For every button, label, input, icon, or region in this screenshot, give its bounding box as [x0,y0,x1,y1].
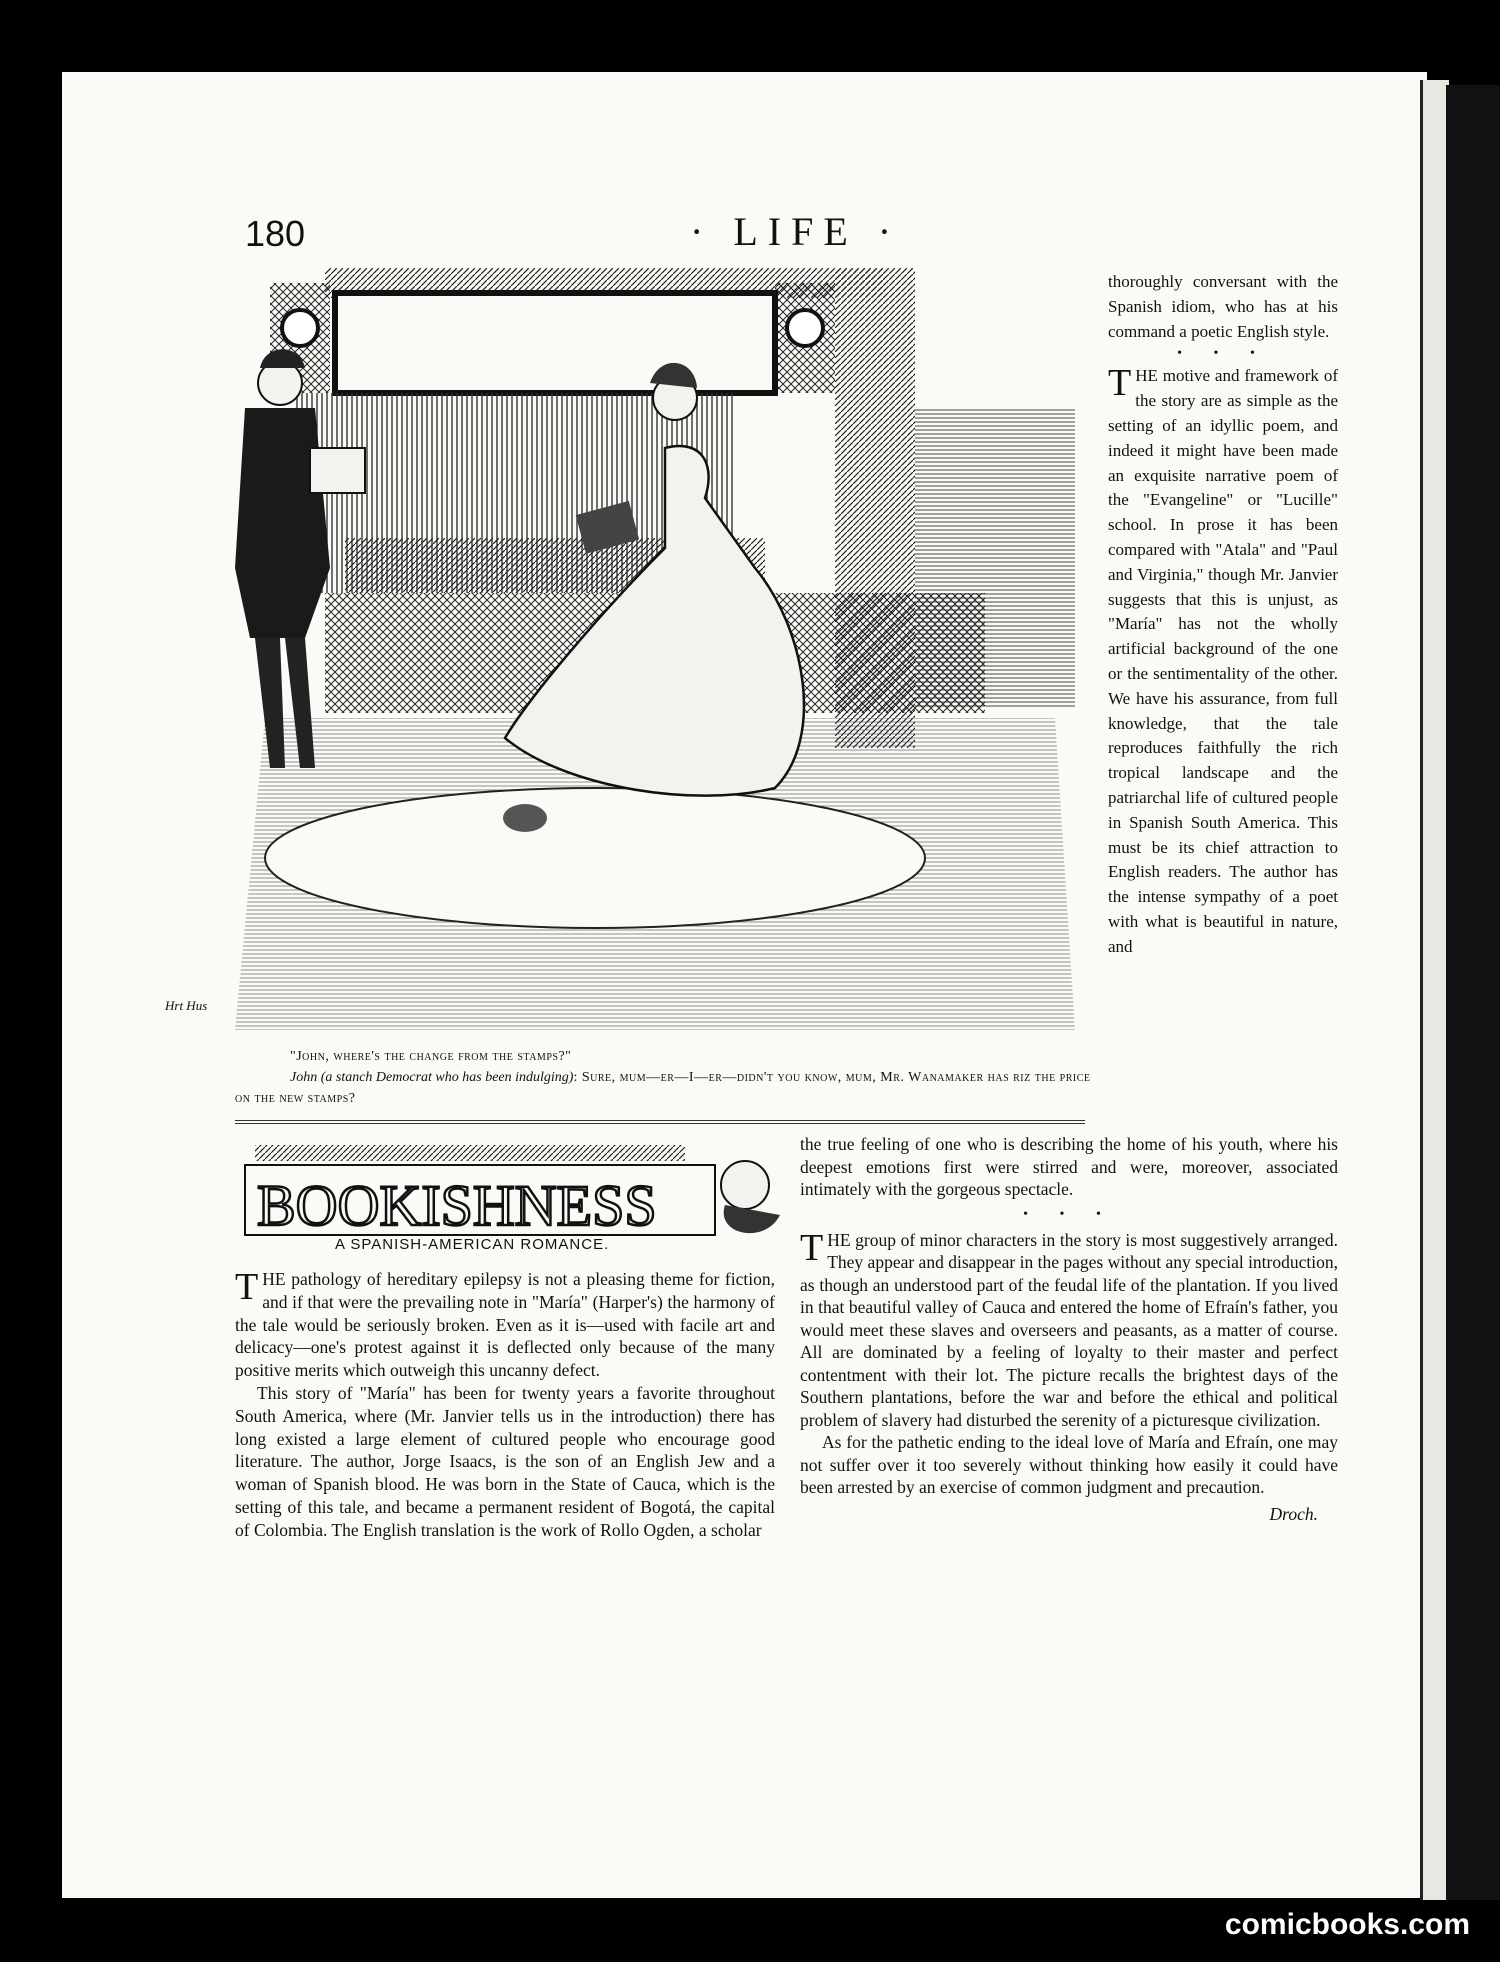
right-paragraph-2 [1108,364,1338,959]
section-dots: • • • [1177,346,1269,362]
left-paragraph-1-text: HE pathology of hereditary epilepsy is not a pleasing theme for fiction, and if that were the prevailing note in "María" (Harper's) the harmony of the tale would be seriously broken. Even as it is—used with facile art and delicacy—one's protest against it is deflected only because of the many positive merits which outweigh this uncanny defect. [235,1269,775,1381]
adjacent-page-edge [1420,80,1449,1900]
right-column [1108,270,1338,960]
right-paragraph-1: thoroughly conversant with the Spanish idiom, who has at his command a poetic English style. [1108,272,1338,341]
caption-speaker: John (a stanch Democrat who has been indulging) [290,1070,574,1085]
section-divider [235,1120,1085,1124]
masthead: · LIFE · [690,209,902,254]
drop-cap: T [1108,362,1132,405]
mid-paragraph-2 [800,1226,1338,1432]
caption-dialogue: : Sure, mum—er—I—er—didn't you know, mum, Mr. Wanamaker has riz the price on the new stamps? [235,1070,1091,1106]
caption-line-2 [235,1067,1095,1109]
cartoon-illustration [235,268,1075,1030]
mid-paragraph-2-text: HE group of minor characters in the story is most suggestively arranged. They appear and disappear in the pages without any special introduction, as though an understood part of the feudal life of the plantation. If you lived in that beautiful valley of Cauca and entered the home of Efraín's father, you would meet these slaves and overseers and peasants, as a matter of course. All are dominated by a feeling of loyalty to their master and perfect contentment with their lot. The picture recalls the brightest days of the Southern plantations, before the war and before the ethical and political problem of slavery had disturbed the serenity of a picturesque civilization. [800,1229,1338,1430]
drop-cap: T [235,1266,259,1308]
author-signature: Droch. [1269,1503,1318,1524]
drop-cap: T [800,1226,824,1269]
illustrator-signature: Hrt Hus [165,998,208,1013]
mid-paragraph-3: As for the pathetic ending to the ideal love of María and Efraín, one may not suffer over it too severely without thinking how easily it could have been arrested by an exercise of common judgment and precaution. [800,1432,1338,1497]
left-paragraph-1 [235,1268,775,1382]
page-number: 180 [245,213,306,254]
article-subtitle: A SPANISH-AMERICAN ROMANCE. [335,1236,610,1253]
left-paragraph-2: This story of "María" has been for twenty years a favorite throughout South America, where (Mr. Janvier tells us in the introduction) there has long existed a large element of cultured people who encourage good literature. The author, Jorge Isaacs, is the son of an English Jew and a woman of Spanish blood. He was born in the State of Cauca, which is the setting of this tale, and became a permanent resident of Bogotá, the capital of Colombia. The English translation is the work of Rollo Ogden, a scholar [235,1382,775,1540]
scan-border [1446,85,1500,1900]
lower-right-column [800,1133,1338,1525]
caption-line-1: "John, where's the change from the stamps?" [290,1049,572,1064]
watermark: comicbooks.com [1224,1908,1470,1941]
left-column [235,1268,775,1542]
banner-title: BOOKISHNESS [257,1173,657,1238]
mid-paragraph-1: the true feeling of one who is describing the home of his youth, where his deepest emotions first were stirred and were, moreover, associated intimately with the gorgeous spectacle. [800,1134,1338,1199]
right-paragraph-2-text: HE motive and framework of the story are as simple as the setting of an idyllic poem, and indeed it might have been made an exquisite narrative poem of the "Evangeline" or "Lucille" school. In prose it has been compared with "Atala" and "Paul and Virginia," though Mr. Janvier suggests that this is unjust, as "María" has not the wholly artificial background of the one or the sentimentality of the other. We have his assurance, from full knowledge, that the tale reproduces faithfully the rich tropical landscape and the patriarchal life of cultured people in Spanish South America. This must be its chief attraction to English readers. The author has the intense sympathy of a poet with what is beautiful in nature, and [1108,366,1338,956]
cartoon-caption [235,1046,1095,1109]
section-dots: • • • [1023,1206,1115,1222]
